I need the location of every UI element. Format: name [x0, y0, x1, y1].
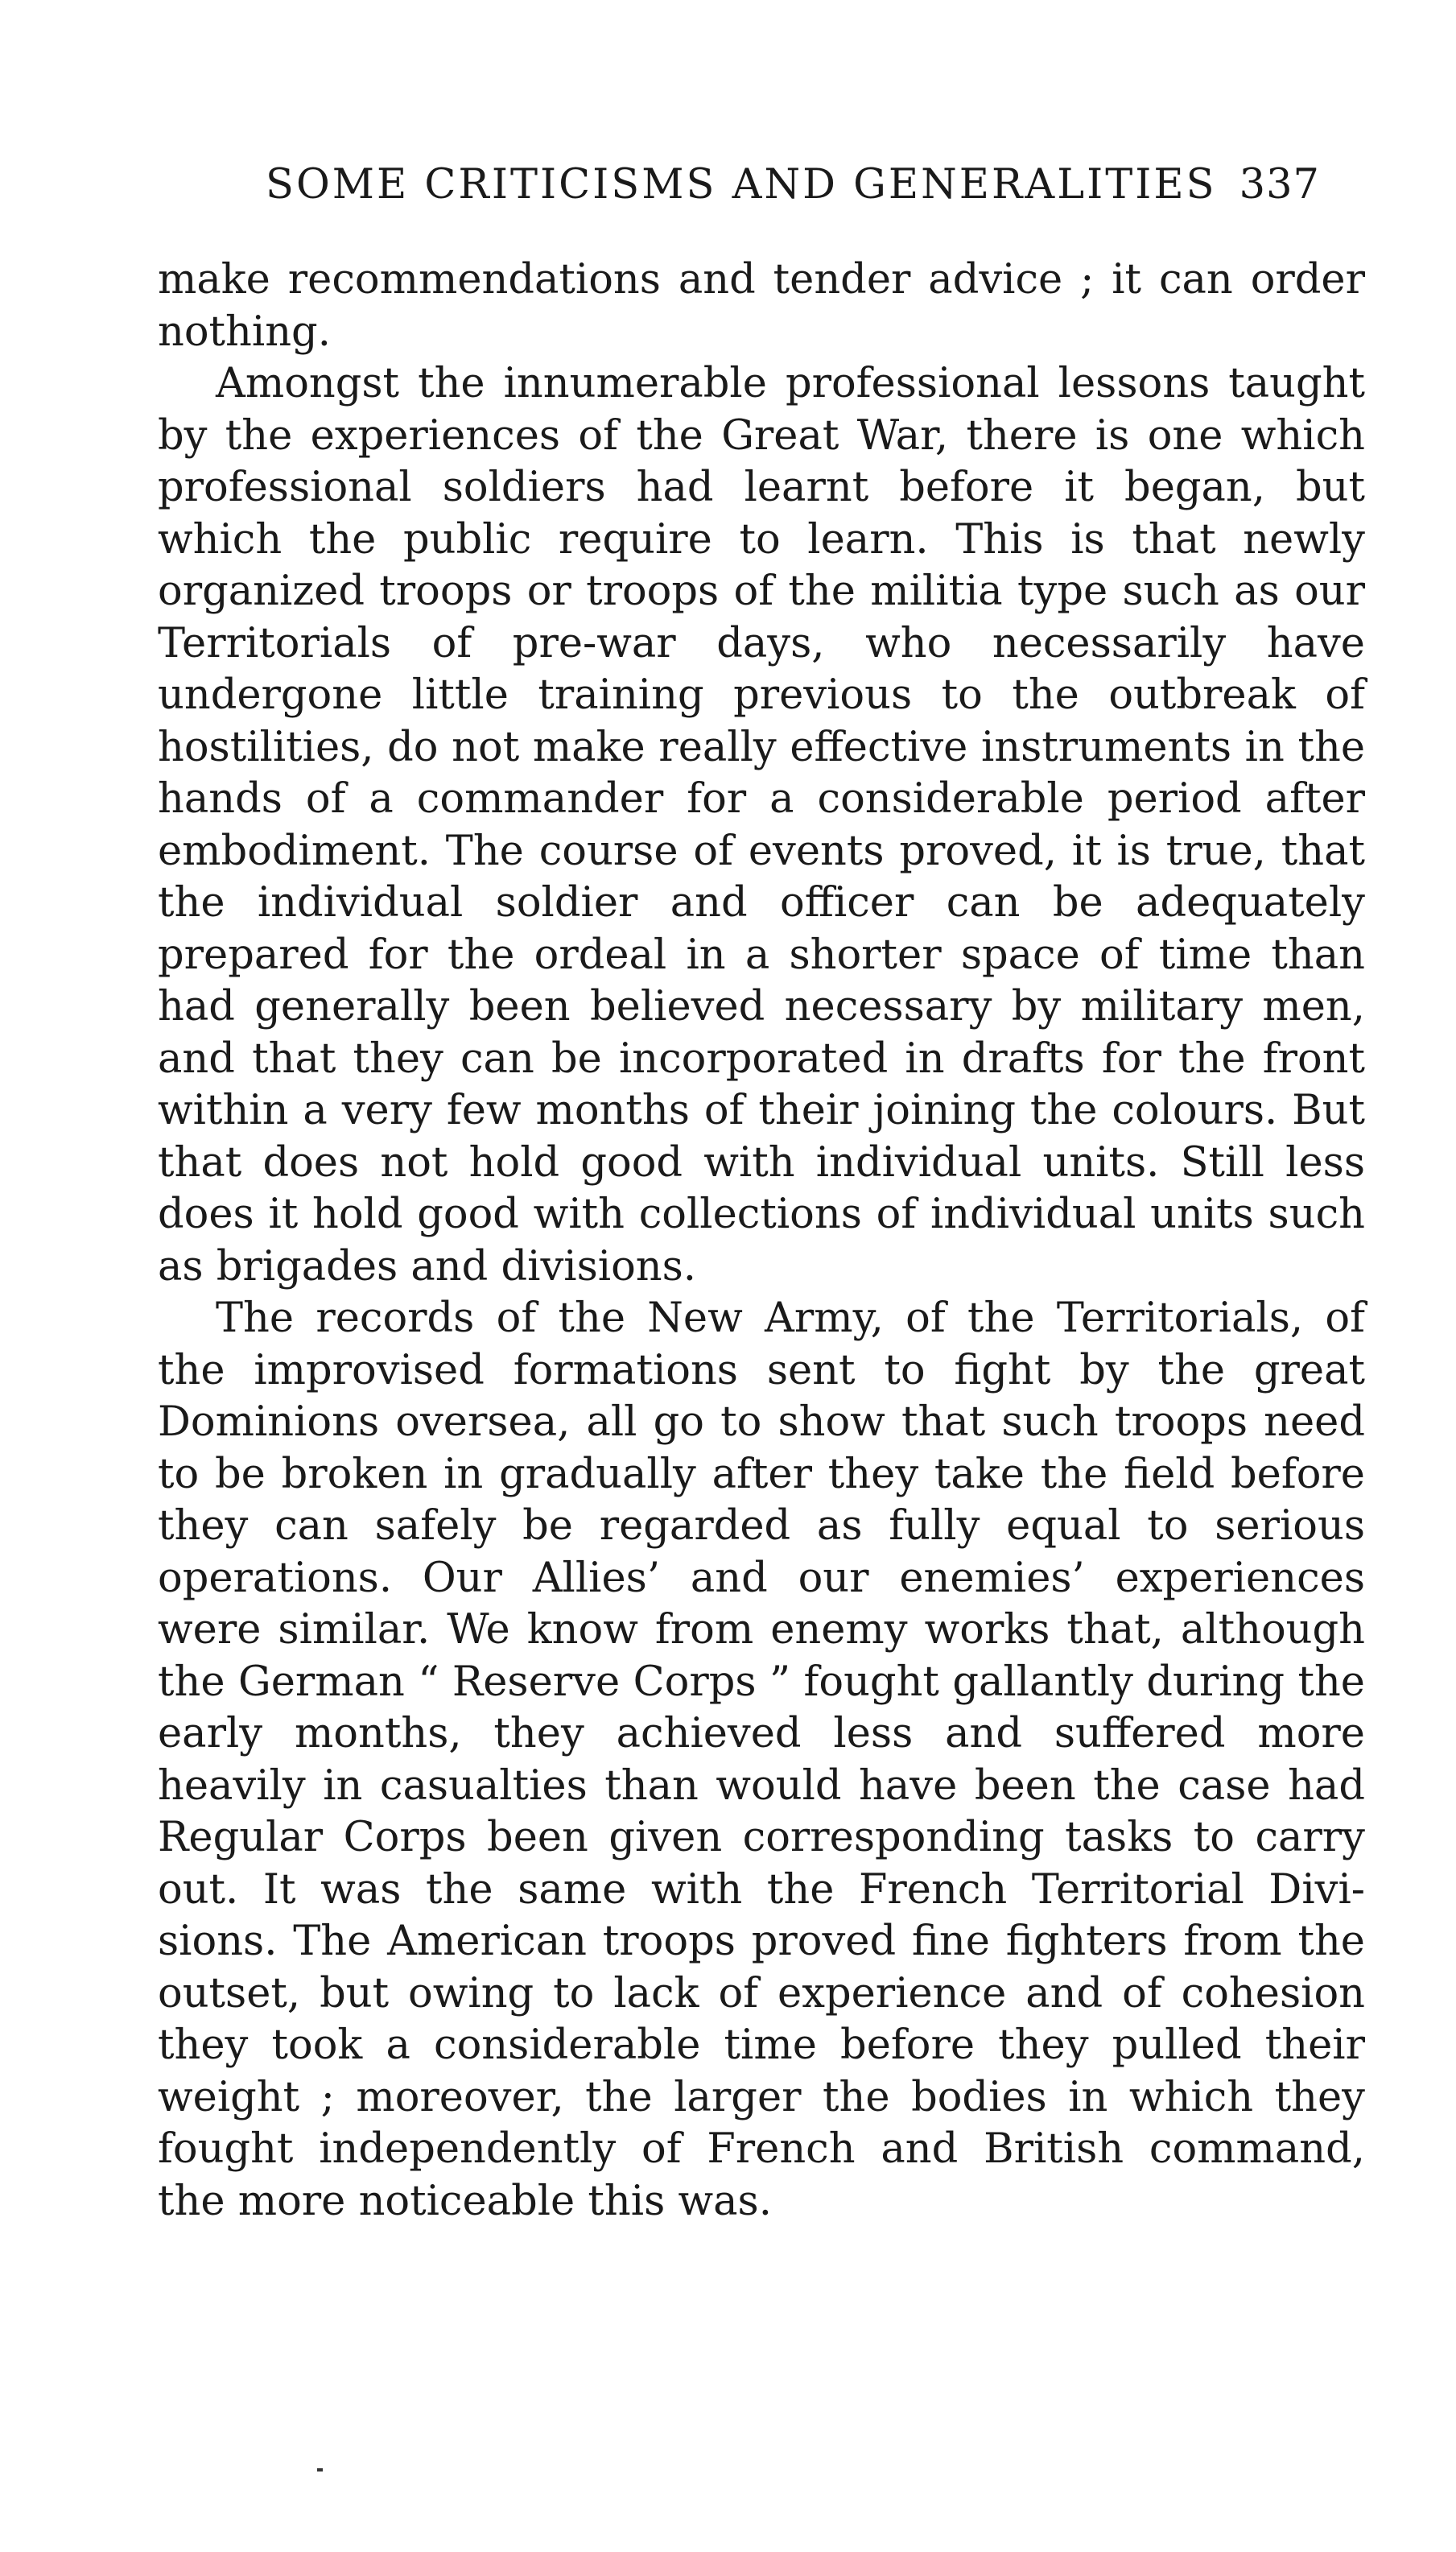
paragraph-continuation: make recommendations and tender advice ; it can order nothing. — [158, 256, 1365, 356]
stray-ink-mark — [317, 2468, 323, 2471]
paragraph-lessons: Amongst the innumerable professional lessons taught by the experiences of the Great War, there is one which professional soldiers had learnt before it began, but which the public require to learn. This is that newly organized troops or troops of the militia type such as our Territorials of pre-war days, who necessarily have undergone little training previous to the outbreak of hostilities, do not make really effective instruments in the hands of a commander for a considerable period after embodiment. The course of events proved, it is true, that the individual soldier and officer can be adequately prepared for the ordeal in a shorter space of time than had generally been believed necessary by military men, and that they can be incorporated in drafts for the front within a very few months of their joining the colours. But that does not hold good with individual units. Still less does it hold good with collections of individual units such as brigades and divisions. — [158, 360, 1365, 1290]
body-text — [158, 254, 1365, 2228]
page-number: 337 — [1239, 161, 1320, 209]
running-head — [266, 161, 1320, 233]
running-title: SOME CRITICISMS AND GENERALITIES — [266, 161, 1217, 209]
paragraph-records: The records of the New Army, of the Territorials, of the improvised formations sent to fight by the great Dominions oversea, all go to show that such troops need to be broken in gradually after they take the field before they can safely be regarded as fully equal to serious operations. Our Allies’ and our enemies’ experiences were similar. We know from enemy works that, although the German “ Reserve Corps ” fought gallantly during the early months, they achieved less and suffered more heavily in casualties than would have been the case had Regular Corps been given corresponding tasks to carry out. It was the same with the French Territorial Divisions. The American troops proved fine fighters from the outset, but owing to lack of experience and of cohesion they took a considerable time before they pulled their weight ; moreover, the larger the bodies in which they fought independently of French and British command, the more noticeable this was. — [158, 1295, 1365, 2225]
